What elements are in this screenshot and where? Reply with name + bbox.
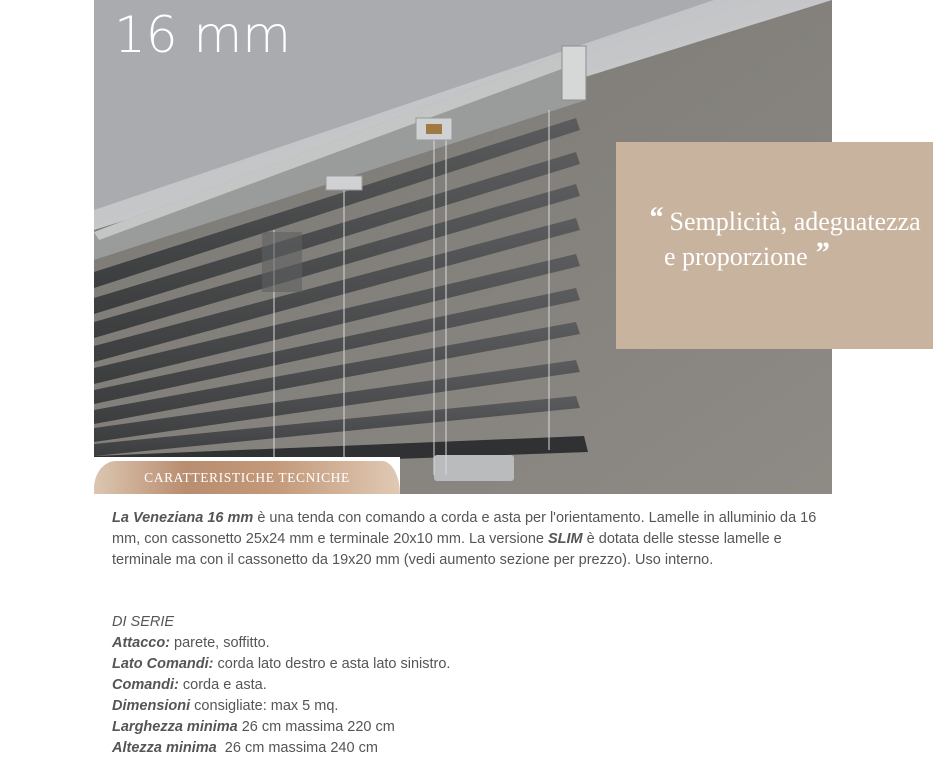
spec-item xyxy=(112,654,822,675)
specs-heading: DI SERIE xyxy=(112,614,175,630)
quote-line-2: e proporzione xyxy=(664,242,808,271)
spec-label: Lato Comandi: xyxy=(112,656,214,672)
spec-item xyxy=(112,738,822,759)
spec-value: parete, soffitto. xyxy=(170,635,270,651)
spec-value: consigliate: max 5 mq. xyxy=(190,698,339,714)
spec-item xyxy=(112,675,822,696)
size-title: 16 mm xyxy=(114,6,291,64)
spec-label: Dimensioni xyxy=(112,698,191,714)
spec-label: Attacco: xyxy=(112,635,171,651)
quote-text xyxy=(648,201,928,274)
spec-value: 26 cm massima 240 cm xyxy=(216,740,378,756)
spec-item xyxy=(112,633,822,654)
specs-list xyxy=(112,612,822,759)
section-tab-label: CARATTERISTICHE TECNICHE xyxy=(144,470,350,485)
spec-value: corda e asta. xyxy=(178,677,267,693)
spec-item xyxy=(112,717,822,738)
spec-item xyxy=(112,696,822,717)
description-text-1: è una tenda con comando a corda e asta per l'orientamento. Lamelle in alluminio da 16 mm, con cassonetto 25x24 mm e terminale 20x10 mm. La versione xyxy=(112,510,817,547)
section-tab-background xyxy=(94,461,400,494)
close-quote-mark: ” xyxy=(814,236,830,269)
spec-label: Comandi: xyxy=(112,677,179,693)
product-description xyxy=(112,508,822,571)
section-tab xyxy=(88,457,400,494)
quote-box xyxy=(616,142,933,349)
description-text-2: è dotata delle stesse lamelle e terminale ma con il cassonetto da 19x20 mm (vedi aumento sezione per prezzo). Uso interno. xyxy=(112,531,782,568)
spec-label: Altezza minima xyxy=(112,740,217,756)
open-quote-mark: “ xyxy=(648,201,663,234)
product-name: La Veneziana 16 mm xyxy=(112,510,254,526)
spec-value: corda lato destro e asta lato sinistro. xyxy=(213,656,451,672)
spec-label: Larghezza minima xyxy=(112,719,238,735)
slim-version-label: SLIM xyxy=(548,531,583,547)
spec-value: 26 cm massima 220 cm xyxy=(237,719,395,735)
quote-line-1: Semplicità, adeguatezza xyxy=(669,207,921,236)
